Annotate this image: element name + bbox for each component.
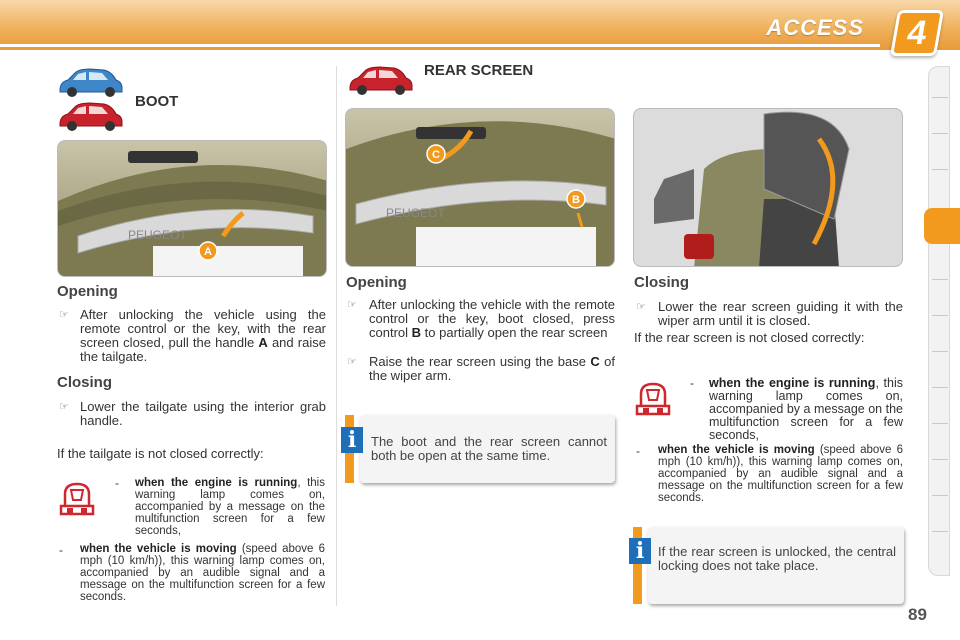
emphasis: when the engine is running: [135, 477, 298, 489]
brand-badge: PEUGEOT: [128, 228, 187, 242]
text-part: to partially open the rear screen: [424, 325, 608, 340]
tab-divider: [932, 387, 948, 388]
tab-divider: [932, 351, 948, 352]
car-icon: [346, 64, 414, 98]
boot-opening-text: [80, 308, 326, 364]
tab-divider: [932, 531, 948, 532]
brand-badge: PEUGEOT: [386, 206, 445, 220]
info-box: [648, 527, 904, 604]
rear-screen-opening-heading: Opening: [346, 274, 407, 291]
text-part: of the wiper arm.: [369, 354, 615, 383]
car-icon: [56, 66, 124, 100]
tab-divider: [932, 169, 948, 170]
tab-divider: [932, 133, 948, 134]
text-part: and raise the tailgate.: [80, 335, 326, 364]
tailgate-illustration: [58, 141, 327, 277]
boot-photo: [57, 140, 327, 277]
text-part: (speed above 6 mph (10 km/h)), this warning lamp comes on, accompanied by an audible signal and a message on the multifunction screen for a few seconds.: [80, 543, 325, 603]
control-label: B: [411, 325, 422, 340]
text-part: (speed above 6 mph (10 km/h)), this warning lamp comes on, accompanied by an audible signal and a message on the multifunction screen for a few seconds.: [658, 444, 903, 504]
tab-divider: [932, 423, 948, 424]
control-label: A: [258, 335, 268, 350]
pointing-hand-icon: ☞: [59, 401, 69, 413]
chapter-tabs: [928, 66, 950, 576]
info-box: [360, 415, 615, 483]
rear-screen-closing-text: Lower the rear screen guiding it with the wiper arm until it is closed.: [658, 299, 903, 328]
tab-divider: [932, 495, 948, 496]
emphasis: when the vehicle is moving: [80, 543, 237, 555]
boot-closing-heading: Closing: [57, 374, 112, 391]
chapter-number-badge: 4: [890, 10, 944, 56]
tab-divider: [932, 97, 948, 98]
rear-screen-title: REAR SCREEN: [424, 62, 534, 79]
boot-moving-text: [80, 543, 325, 603]
label-b: B: [572, 194, 580, 206]
car-icon: [56, 100, 124, 134]
info-icon: i: [629, 538, 651, 564]
rear-screen-opening-photo: [345, 108, 615, 267]
rear-screen-raise-text: [369, 355, 615, 383]
label-c: C: [432, 149, 440, 161]
page-number: 89: [908, 605, 927, 624]
pointing-hand-icon: ☞: [347, 356, 357, 368]
header-stripe: [0, 44, 880, 47]
boot-engine-running-text: when the engine is running, this warning lamp comes on, accompanied by a message on the multifunction screen for a few seconds,: [135, 477, 325, 537]
info-text: The boot and the rear screen cannot both be open at the same time.: [371, 434, 607, 463]
dash: -: [690, 376, 694, 390]
tab-divider: [932, 279, 948, 280]
rear-screen-engine-running-text: when the engine is running, this warning lamp comes on, accompanied by a message on the multifunction screen for a few seconds,: [709, 376, 903, 442]
boot-closing-text: Lower the tailgate using the interior grab handle.: [80, 399, 326, 428]
open-rear-screen-illustration: [634, 109, 903, 267]
text-part: After unlocking the vehicle using the remote control or the key, with the rear screen closed, pull the handle: [80, 307, 326, 350]
open-door-warning-icon: [633, 378, 673, 420]
text-part: this warning lamp comes on, accompanied by a message on the multifunction screen for a few seconds,: [709, 376, 903, 442]
tab-divider: [932, 459, 948, 460]
label-a: A: [204, 246, 212, 258]
text-part: Raise the rear screen using the base: [369, 354, 586, 369]
info-icon: i: [341, 427, 363, 453]
pointing-hand-icon: ☞: [347, 299, 357, 311]
column-divider: [336, 66, 337, 606]
page-header: [0, 0, 960, 50]
boot-title: BOOT: [135, 93, 179, 110]
rear-screen-moving-text: [658, 444, 903, 504]
rear-screen-opening-text: [369, 298, 615, 340]
chapter-tab-active[interactable]: [924, 208, 960, 244]
text-part: After unlocking the vehicle with the remote control or the key, boot closed, press control: [369, 297, 615, 340]
pointing-hand-icon: ☞: [636, 301, 646, 313]
emphasis: when the engine is running: [709, 376, 876, 390]
rear-screen-illustration: [346, 109, 615, 267]
boot-opening-heading: Opening: [57, 283, 118, 300]
tab-divider: [932, 315, 948, 316]
info-text: If the rear screen is unlocked, the central locking does not take place.: [658, 544, 896, 573]
control-label: C: [590, 354, 600, 369]
rear-screen-closing-photo: [633, 108, 903, 267]
section-title: ACCESS: [766, 15, 864, 40]
dash: -: [115, 476, 119, 490]
dash: -: [636, 444, 640, 458]
pointing-hand-icon: ☞: [59, 309, 69, 321]
emphasis: when the vehicle is moving: [658, 444, 815, 456]
boot-not-closed-text: If the tailgate is not closed correctly:: [57, 446, 264, 461]
rear-screen-not-closed-text: If the rear screen is not closed correctly:: [634, 330, 865, 345]
open-door-warning-icon: [57, 478, 97, 520]
dash: -: [59, 543, 63, 557]
rear-screen-closing-heading: Closing: [634, 274, 689, 291]
text-part: this warning lamp comes on, accompanied by a message on the multifunction screen for a few seconds,: [135, 477, 325, 537]
